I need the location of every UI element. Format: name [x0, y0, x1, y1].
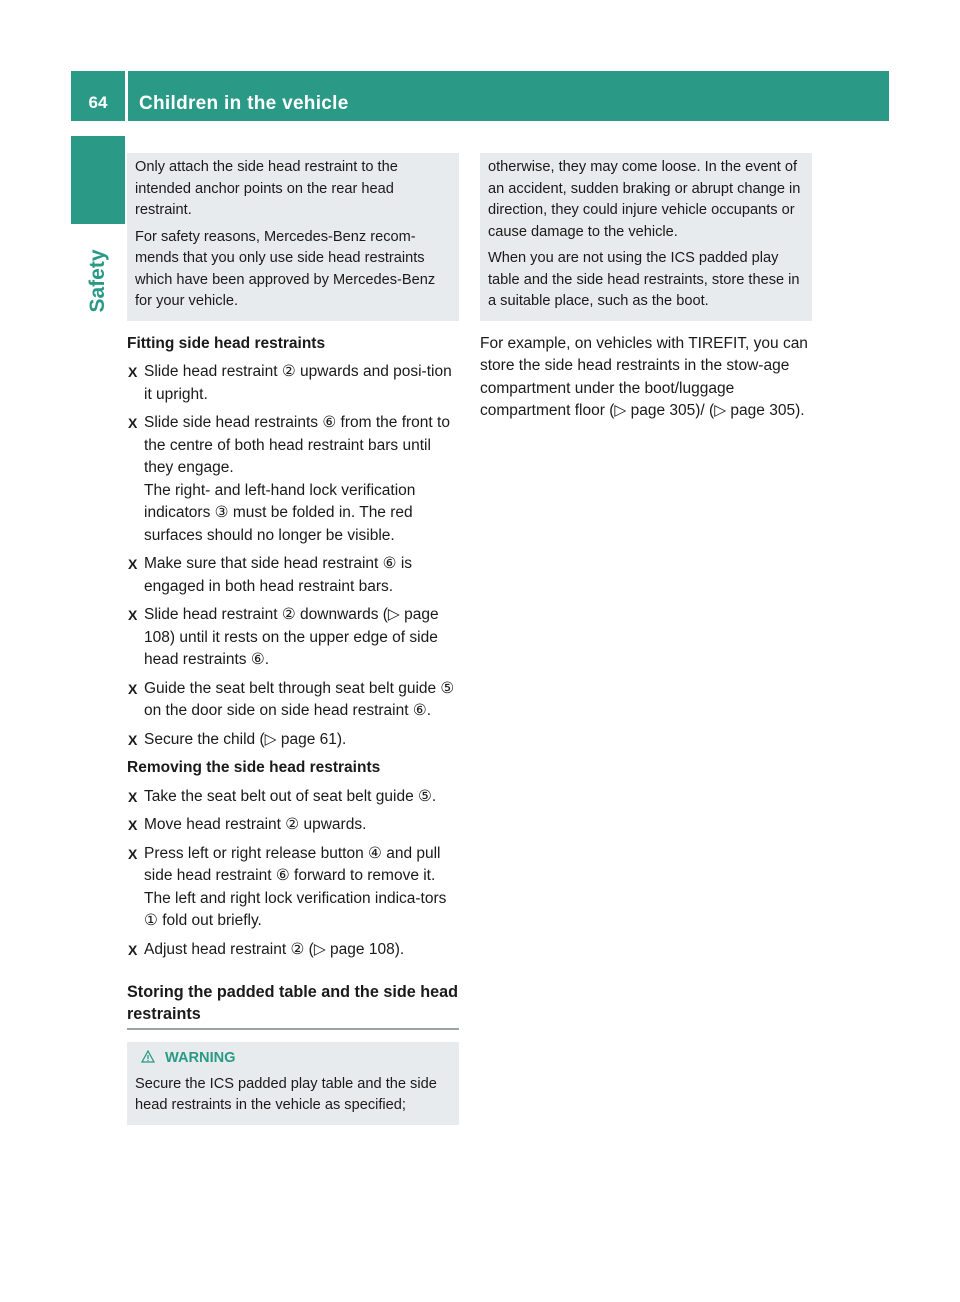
storing-heading: Storing the padded table and the side head restraints — [127, 981, 459, 1030]
list-item — [127, 553, 459, 598]
warning-title: WARNING — [165, 1050, 236, 1066]
step-text: Guide the seat belt through seat belt guide ⑤ on the door side on side head restraint ⑥. — [144, 679, 455, 719]
list-item — [127, 412, 459, 547]
box-paragraph-1: otherwise, they may come loose. In the event of an accident, sudden braking or abrupt change in direction, they could injure vehicle occupants or cause damage to the vehicle. — [488, 159, 801, 240]
removing-steps — [127, 786, 459, 962]
step-text: Press left or right release button ④ and pull side head restraint ⑥ forward to remove it. — [144, 844, 441, 884]
section-tab-marker — [71, 136, 125, 224]
warning-triangle-icon — [141, 1050, 155, 1063]
note-paragraph-2: For safety reasons, Mercedes-Benz recom-mends that you only use side head restraints which have been approved by Mercedes-Benz for your vehicle. — [135, 228, 436, 309]
section-label-text: Safety — [86, 249, 109, 313]
header-divider — [125, 71, 128, 121]
list-item — [127, 604, 459, 672]
list-item — [127, 939, 459, 962]
step-text: Adjust head restraint ② (▷ page 108). — [144, 940, 405, 958]
step-text: Make sure that side head restraint ⑥ is engaged in both head restraint bars. — [144, 555, 413, 595]
step-result: The left and right lock verification indica-tors ① fold out briefly. — [144, 889, 447, 929]
warning-continuation-box — [480, 153, 812, 321]
step-text: Take the seat belt out of seat belt guide ⑤. — [144, 787, 437, 805]
right-column — [480, 153, 812, 423]
box-paragraph-2: When you are not using the ICS padded play table and the side head restraints, store these in a suitable place, such as the boot. — [488, 250, 800, 309]
note-paragraph-1: Only attach the side head restraint to the intended anchor points on the rear head restraint. — [135, 159, 398, 218]
step-text: Slide head restraint ② upwards and posi-tion it upright. — [144, 363, 452, 403]
removing-heading: Removing the side head restraints — [127, 759, 381, 776]
list-item — [127, 814, 459, 837]
step-result: The right- and left-hand lock verification indicators ③ must be folded in. The red surfaces should no longer be visible. — [144, 481, 416, 544]
page-number: 64 — [88, 93, 108, 112]
list-item — [127, 678, 459, 723]
step-text: Slide head restraint ② downwards (▷ page 108) until it rests on the upper edge of side head restraints ⑥. — [144, 606, 439, 668]
list-item — [127, 786, 459, 809]
step-text: Slide side head restraints ⑥ from the front to the centre of both head restraint bars until they engage. — [144, 414, 450, 476]
step-text: Move head restraint ② upwards. — [144, 816, 367, 833]
list-item — [127, 729, 459, 752]
chapter-title: Children in the vehicle — [139, 93, 349, 114]
warning-text: Secure the ICS padded play table and the side head restraints in the vehicle as specified; — [135, 1075, 437, 1113]
list-item — [127, 843, 459, 933]
section-label — [72, 236, 124, 326]
fitting-steps — [127, 361, 459, 751]
storage-paragraph: For example, on vehicles with TIREFIT, you can store the side head restraints in the stow-age compartment under the boot/luggage compartment floor (▷ page 305)/ (▷ page 305). — [480, 334, 808, 419]
page-header — [71, 71, 889, 121]
warning-title-row — [135, 1048, 451, 1070]
list-item — [127, 361, 459, 406]
left-column — [127, 153, 459, 1137]
step-text: Secure the child (▷ page 61). — [144, 730, 347, 748]
warning-box — [127, 1042, 459, 1125]
fitting-heading: Fitting side head restraints — [127, 334, 326, 352]
note-box — [127, 153, 459, 321]
